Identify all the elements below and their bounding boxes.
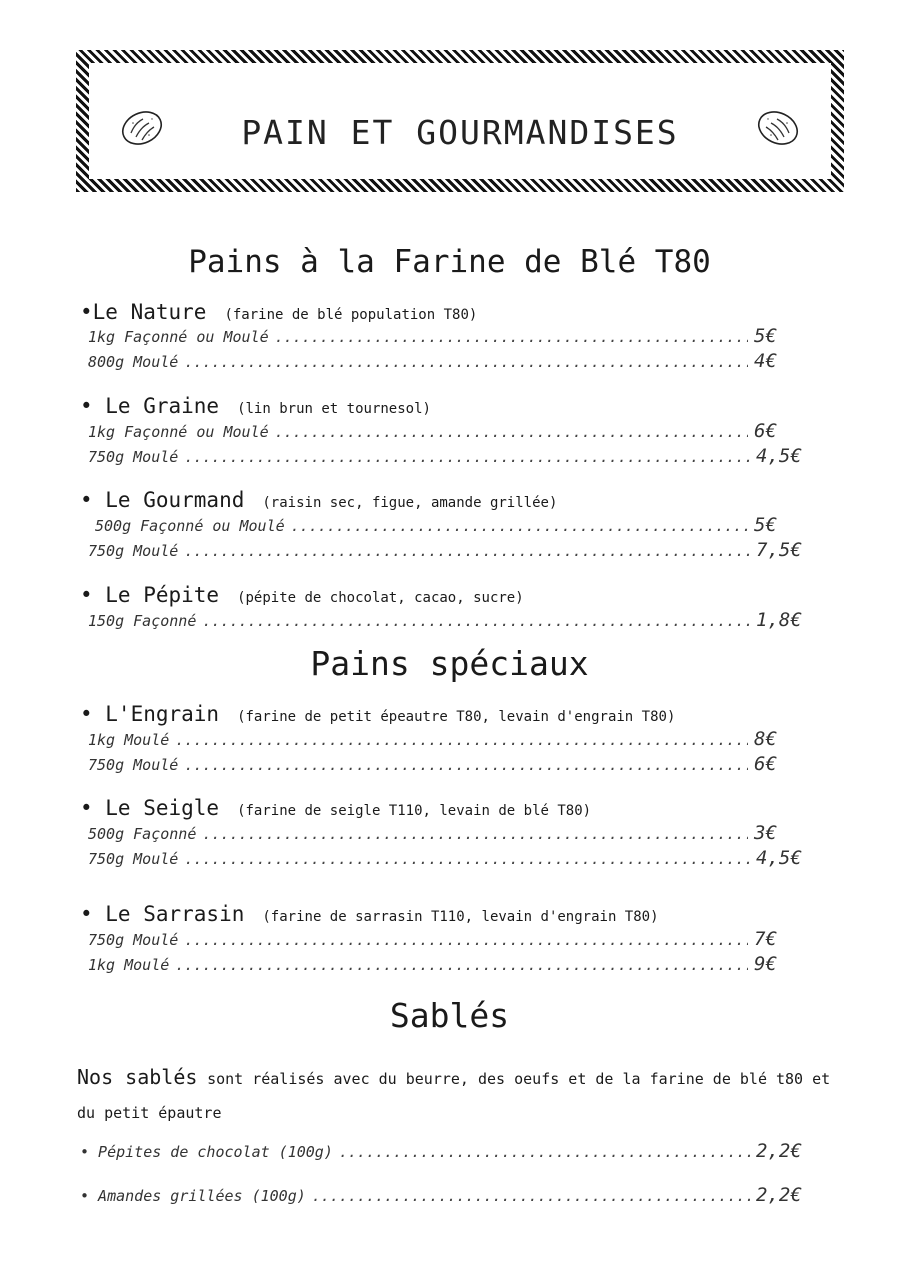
- line-label: 500g Façonné ou Moulé: [95, 517, 285, 535]
- item-description: (farine de seigle T110, levain de blé T80): [237, 803, 592, 819]
- price-line: [88, 609, 820, 633]
- price-line: [88, 753, 820, 777]
- line-price: 7€: [754, 928, 777, 950]
- item-name: • Le Sarrasin: [80, 902, 245, 926]
- line-price: 3€: [754, 822, 777, 844]
- line-label: 1kg Façonné ou Moulé: [88, 328, 269, 346]
- intro-text: sont réalisés avec du beurre, des oeufs et de la farine de blé t80 et du petit épautre: [77, 1070, 831, 1122]
- price-line: [88, 445, 820, 469]
- page-title: PAIN ET GOURMANDISES: [241, 113, 679, 152]
- line-label: 1kg Façonné ou Moulé: [88, 423, 269, 441]
- item-sarrasin: [80, 902, 659, 926]
- leader-dots: [184, 850, 750, 868]
- item-pepite: [80, 583, 524, 607]
- line-price: 1,8€: [756, 609, 802, 631]
- leader-dots: [275, 328, 748, 346]
- line-label: 750g Moulé: [88, 931, 179, 949]
- price-line: [88, 325, 820, 349]
- price-line: [88, 728, 820, 752]
- leader-dots: [339, 1143, 750, 1161]
- item-description: (lin brun et tournesol): [237, 401, 431, 417]
- leader-dots: [175, 731, 748, 749]
- item-name: • L'Engrain: [80, 702, 220, 726]
- line-label: • Pépites de chocolat (100g): [80, 1143, 333, 1161]
- line-label: 750g Moulé: [88, 850, 179, 868]
- leader-dots: [184, 756, 748, 774]
- item-gourmand: [80, 488, 557, 512]
- line-label: 750g Moulé: [88, 542, 179, 560]
- leader-dots: [184, 353, 748, 371]
- item-name: • Le Gourmand: [80, 488, 245, 512]
- leader-dots: [202, 612, 750, 630]
- line-label: 500g Façonné: [88, 825, 197, 843]
- leader-dots: [291, 517, 748, 535]
- price-line: [88, 539, 820, 563]
- line-price: 5€: [754, 325, 777, 347]
- line-price: 4€: [754, 350, 777, 372]
- price-line: [80, 1184, 820, 1208]
- leader-dots: [275, 423, 748, 441]
- item-description: (raisin sec, figue, amande grillée): [262, 495, 558, 511]
- price-line: [88, 928, 820, 952]
- leader-dots: [175, 956, 748, 974]
- line-label: 800g Moulé: [88, 353, 179, 371]
- sables-intro: [77, 1060, 857, 1130]
- line-label: 1kg Moulé: [88, 731, 170, 749]
- item-name: • Le Seigle: [80, 796, 220, 820]
- line-label: 1kg Moulé: [88, 956, 170, 974]
- line-label: • Amandes grillées (100g): [80, 1187, 306, 1205]
- price-line: [88, 953, 820, 977]
- item-name: •Le Nature: [80, 300, 207, 324]
- line-price: 9€: [754, 953, 777, 975]
- price-line: [80, 1140, 820, 1164]
- section-title-pains-speciaux: Pains spéciaux: [310, 644, 589, 683]
- price-line: [95, 514, 820, 538]
- line-price: 4,5€: [756, 445, 802, 467]
- leader-dots: [184, 448, 750, 466]
- line-price: 6€: [754, 420, 777, 442]
- line-label: 150g Façonné: [88, 612, 197, 630]
- leader-dots: [184, 931, 748, 949]
- item-description: (pépite de chocolat, cacao, sucre): [237, 590, 524, 606]
- line-price: 4,5€: [756, 847, 802, 869]
- item-engrain: [80, 702, 675, 726]
- line-label: 750g Moulé: [88, 448, 179, 466]
- line-price: 5€: [754, 514, 777, 536]
- price-line: [88, 822, 820, 846]
- line-price: 2,2€: [756, 1184, 802, 1206]
- item-description: (farine de sarrasin T110, levain d'engrain T80): [262, 909, 659, 925]
- bread-loaf-icon: [755, 107, 801, 149]
- section-title-pains-farine: Pains à la Farine de Blé T80: [188, 244, 711, 280]
- price-line: [88, 420, 820, 444]
- price-line: [88, 847, 820, 871]
- item-name: • Le Pépite: [80, 583, 220, 607]
- section-title-sables: Sablés: [389, 996, 510, 1035]
- item-name: • Le Graine: [80, 394, 220, 418]
- item-description: (farine de petit épeautre T80, levain d'engrain T80): [237, 709, 676, 725]
- header-banner: [76, 50, 844, 192]
- line-price: 8€: [754, 728, 777, 750]
- item-seigle: [80, 796, 591, 820]
- intro-lead: Nos sablés: [77, 1065, 198, 1089]
- line-price: 6€: [754, 753, 777, 775]
- header-inner: [89, 63, 831, 179]
- item-graine: [80, 394, 431, 418]
- line-price: 7,5€: [756, 539, 802, 561]
- leader-dots: [202, 825, 748, 843]
- leader-dots: [184, 542, 750, 560]
- price-line: [88, 350, 820, 374]
- line-price: 2,2€: [756, 1140, 802, 1162]
- leader-dots: [312, 1187, 750, 1205]
- line-label: 750g Moulé: [88, 756, 179, 774]
- item-description: (farine de blé population T80): [224, 307, 478, 323]
- item-nature: [80, 300, 477, 324]
